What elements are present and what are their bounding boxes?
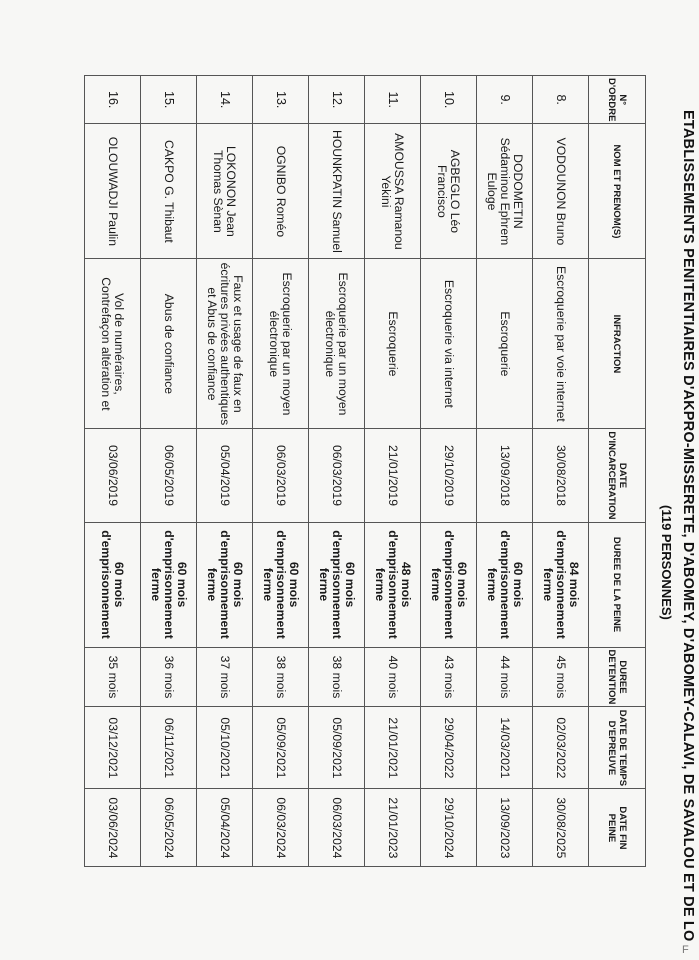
cell-date-temps-epreuve: 02/03/2022 [533, 707, 589, 789]
cell-name: HOUNKPATIN Samuel [309, 124, 365, 259]
cell-date-fin-peine: 29/10/2024 [421, 789, 477, 867]
cell-duree-peine: 60 mois d'emprisonnement ferme [197, 522, 253, 647]
cell-date-fin-peine: 30/08/2025 [533, 789, 589, 867]
cell-name: AMOUSSA Ramanou Yekini [365, 124, 421, 259]
cell-date-temps-epreuve: 29/04/2022 [421, 707, 477, 789]
cell-date-temps-epreuve: 05/09/2021 [309, 707, 365, 789]
cell-duree-detention: 35 mois [85, 647, 141, 707]
cell-duree-peine: 48 mois d'emprisonnement ferme [365, 522, 421, 647]
cell-duree-detention: 36 mois [141, 647, 197, 707]
cell-duree-detention: 43 mois [421, 647, 477, 707]
cell-duree-detention: 44 mois [477, 647, 533, 707]
header-name: NOM ET PRENOM(S) [589, 124, 646, 259]
cell-infraction: Escroquerie [477, 259, 533, 429]
cell-date-temps-epreuve: 05/10/2021 [197, 707, 253, 789]
cell-infraction: Escroquerie via internet [421, 259, 477, 429]
cell-num: 10. [421, 76, 477, 124]
cell-date-temps-epreuve: 21/01/2021 [365, 707, 421, 789]
cell-duree-peine: 60 mois d'emprisonnement ferme [309, 522, 365, 647]
cell-duree-peine: 60 mois d'emprisonnement ferme [141, 522, 197, 647]
table-row [421, 76, 477, 867]
table-row [477, 76, 533, 867]
table-row [197, 76, 253, 867]
document-title: ETABLISSEMENTS PENITENTIAIRES D'AKPRO-MISSERETE, D'ABOMEY, D'ABOMEY-CALAVI, DE SAVALOU ET DE LO [680, 110, 696, 942]
header-date-incarceration: DATE D'INCARCERATION [589, 429, 646, 522]
cell-date-temps-epreuve: 05/09/2021 [253, 707, 309, 789]
cell-infraction: Faux et usage de faux en écritures privées authentiques et Abus de confiance [197, 259, 253, 429]
header-duree-peine: DUREE DE LA PEINE [589, 522, 646, 647]
header-num: N° D'ORDRE [589, 76, 646, 124]
cell-date-fin-peine: 06/03/2024 [309, 789, 365, 867]
cell-date-incarceration: 03/06/2019 [85, 429, 141, 522]
header-date-fin-peine: DATE FIN PEINE [589, 789, 646, 867]
cell-name: OGNIBO Roméo [253, 124, 309, 259]
cell-name: VODOUNON Bruno [533, 124, 589, 259]
cell-num: 14. [197, 76, 253, 124]
cell-num: 13. [253, 76, 309, 124]
cell-date-incarceration: 06/03/2019 [309, 429, 365, 522]
header-date-temps-epreuve: DATE DE TEMPS D'EPREUVE [589, 707, 646, 789]
table-row [365, 76, 421, 867]
cell-date-fin-peine: 06/05/2024 [141, 789, 197, 867]
cell-duree-peine: 60 mois d'emprisonnement ferme [477, 522, 533, 647]
cell-num: 16. [85, 76, 141, 124]
cell-date-incarceration: 30/08/2018 [533, 429, 589, 522]
table-row [253, 76, 309, 867]
header-infraction: INFRACTION [589, 259, 646, 429]
cell-duree-detention: 40 mois [365, 647, 421, 707]
cell-date-fin-peine: 05/04/2024 [197, 789, 253, 867]
cell-date-incarceration: 29/10/2019 [421, 429, 477, 522]
cell-date-fin-peine: 06/03/2024 [253, 789, 309, 867]
cell-duree-detention: 37 mois [197, 647, 253, 707]
table-row [533, 76, 589, 867]
detainees-table [84, 75, 646, 867]
cell-duree-detention: 38 mois [309, 647, 365, 707]
cell-duree-peine: 84 mois d'emprisonnement ferme [533, 522, 589, 647]
cell-infraction: Escroquerie par un moyen électronique [309, 259, 365, 429]
cell-date-fin-peine: 21/01/2023 [365, 789, 421, 867]
cell-date-fin-peine: 03/06/2024 [85, 789, 141, 867]
cell-date-temps-epreuve: 03/12/2021 [85, 707, 141, 789]
cell-duree-peine: 60 mois d'emprisonnement ferme [421, 522, 477, 647]
cell-duree-detention: 45 mois [533, 647, 589, 707]
cell-date-incarceration: 06/03/2019 [253, 429, 309, 522]
cell-infraction: Vol de numéraires, Contrefaçon altération et [85, 259, 141, 429]
cell-duree-peine: 60 mois d'emprisonnement ferme [253, 522, 309, 647]
cell-date-temps-epreuve: 14/03/2021 [477, 707, 533, 789]
cell-infraction: Abus de confiance [141, 259, 197, 429]
cell-num: 11. [365, 76, 421, 124]
cell-date-incarceration: 13/09/2018 [477, 429, 533, 522]
cell-duree-detention: 38 mois [253, 647, 309, 707]
cell-date-incarceration: 21/01/2019 [365, 429, 421, 522]
cell-name: OLOUWADJI Paulin [85, 124, 141, 259]
cell-name: LOKONON Jean Thomas Sènan [197, 124, 253, 259]
cell-date-incarceration: 05/04/2019 [197, 429, 253, 522]
cell-name: DODOMETIN Sédaminou Ephrem Euloge [477, 124, 533, 259]
cell-date-fin-peine: 13/09/2023 [477, 789, 533, 867]
table-row [85, 76, 141, 867]
cell-date-incarceration: 06/05/2019 [141, 429, 197, 522]
table-header-row [589, 76, 646, 867]
cell-num: 8. [533, 76, 589, 124]
cell-duree-peine: 60 mois d'emprisonnement [85, 522, 141, 647]
cell-date-temps-epreuve: 06/11/2021 [141, 707, 197, 789]
cell-name: AGBEGLO Léo Francisco [421, 124, 477, 259]
cell-infraction: Escroquerie par un moyen électronique [253, 259, 309, 429]
cell-num: 15. [141, 76, 197, 124]
cell-num: 9. [477, 76, 533, 124]
table-row [141, 76, 197, 867]
cell-name: CAKPO G. Thibaut [141, 124, 197, 259]
page-edge-mark: F [682, 944, 689, 956]
document-subtitle: (119 PERSONNES) [659, 505, 674, 620]
cell-infraction: Escroquerie [365, 259, 421, 429]
header-duree-detention: DUREE DETENTION [589, 647, 646, 707]
cell-infraction: Escroquerie par voie internet [533, 259, 589, 429]
table-row [309, 76, 365, 867]
cell-num: 12. [309, 76, 365, 124]
